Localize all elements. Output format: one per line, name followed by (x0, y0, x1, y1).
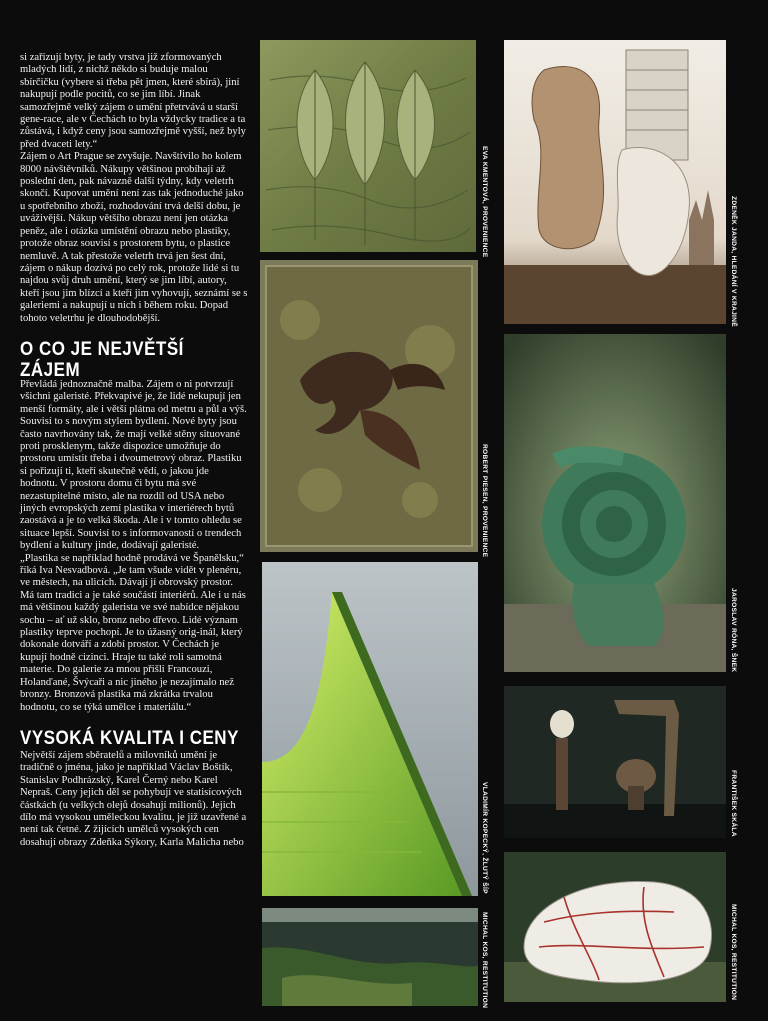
article-column (20, 52, 248, 849)
article-paragraph: „Plastika se například hodně prodává ve Španělsku,“ říká Iva Nesvadbová. „Je tam všude vidět v plenéru, ve městech, na ulicích. Dávají jí obrovský prostor. Má tam tradici a je také součástí interiérů. Ale i u nás má většinou každý galerista ve své nabídce nějakou sochu – ať už sklo, bronz nebo dřevo. Lidé význam plastiky teprve pochopí. Je to úžasný orig-inál, který dokonale dotváří a zdobí prostor. V Čechách je kupují hodně cizinci. Hraje tu také roli samotná materie. Do galerie za mnou přišli Francouzi, Holanďané, Švýcaři a nic jiného je nezajímalo než bronzy. Bronzová plastika má zkrátka trvalou hodnotu, co se týká umělce i materiálu.“ (20, 552, 246, 713)
artwork-stitched-stone (504, 852, 726, 1002)
image-credit: FRANTIŠEK SKÁLA (730, 770, 737, 837)
image-credit: JAROSLAV RÓNA, ŠNEK (730, 588, 737, 673)
image-credit: MICHAL KOS, RESTITUTION (481, 912, 488, 1009)
section-heading: VYSOKÁ KVALITA I CENY (20, 726, 239, 749)
artwork-abstract-painting (260, 260, 478, 552)
image-credit: VLADIMÍR KOPECKÝ, ŽLUTÝ ŠÍP (481, 782, 488, 894)
article-paragraph: Zájem o Art Prague se zvyšuje. Navštívilo ho kolem 8000 návštěvníků. Nákupy většinou probíhají až poslední den, pak návazně další týdny, kdy veletrh skončí. Kupovat umění není zas tak jednoduché jako u spotřebního zboží, rozhodování trvá delší dobu, je uváživější. Nákup většího obrazu není jen otázka peněz, ale i otázka umístění obrazu nebo plastiky, protože obraz souvisí s prostorem bytu, o plastice nemluvě. A tak přestože veletrh trvá jen šest dní, zájem o nákup dozívá po celý rok, protože lidé si tu najdou svůj druh umění, který se jim líbí, autory, kteří jsou jim blízcí a kteří jim vyhovují, seznámí se s galeriemi a nakupují u nich i během roku. Dopad tohoto veletrhu je dlouhodobější. (20, 151, 248, 324)
artwork-surreal-figure (504, 40, 726, 324)
image-credit: ROBERT PIESEN, PROVENIENCE (481, 444, 488, 558)
article-paragraph: Převládá jednoznačně malba. Zájem o ni potvrzují všichni galeristé. Překvapivé je, že lidé nekupují jen menší formáty, ale i větší plátna od metru a půl a výš. Souvisí to s novým stylem bydlení. Nové byty jsou často navrhovány tak, že mají velké stěny situované proti prosklenym, takže dispozice umožňuje do prostoru umístit třeba i dvoumetrový obraz. Plastiku si pořizují ti, kteří skutečně vědí, o jakou jde hodnotu. V prostoru domu či bytu má své nezastupitelné místo, ale na rozdíl od USA nebo jiných evropských zemí plastika v interiérech bytů zaostává a je to velká škoda. Ale i v tomto ohledu se situace lepší. Souvisí to s informovaností o trendech bydlení a kultury jinde, dodávají galeristé. (20, 378, 247, 552)
article-paragraph: si zařizují byty, je tady vrstva již zformovaných mladých lidí, z nichž někdo si buduje malou sbírčičku (vybere si třeba pět jmen, které sbírá), jiní nakupují podle pocitů, co se jim líbí. Jinak samozřejmě velký zájem o umění přetrvává u starší gene-race, ale v Čechách to byla vždycky tradice a ta zůstává, i když ceny jsou samozřejmě vyšší, než byly před dvaceti lety.“ (20, 52, 246, 150)
article-paragraph: Největší zájem sběratelů a milovníků umění je tradičně o jména, jako je například Václav Boštík, Stanislav Podhrázský, Karel Černý nebo Karel Nepraš. Ceny jejich děl se pohybují ve statisícových částkách (u velkých olejů dosahují milionů). Jejich dílo má vysokou uměleckou kvalitu, je již uzavřené a není tak četné. Z žijících umělců vysokých cen dosahují obrazy Zdeňka Sýkory, Karla Malicha nebo (20, 749, 247, 848)
artwork-green-arrow (262, 562, 478, 896)
artwork-wooden-figures (504, 686, 726, 838)
artwork-leaf-relief (260, 40, 476, 252)
image-credit: MICHAL KOS, RESTITUTION (730, 904, 737, 1001)
image-credit: ZDENĚK JANDA, HLEDÁNÍ V KRAJINĚ (730, 196, 737, 327)
artwork-landscape-strip (262, 908, 478, 1006)
section-heading: O CO JE NEJVĚTŠÍ ZÁJEM (20, 337, 184, 381)
image-credit: EVA KMENTOVÁ, PROVENIENCE (481, 146, 488, 258)
artwork-spiral-snail (504, 334, 726, 672)
